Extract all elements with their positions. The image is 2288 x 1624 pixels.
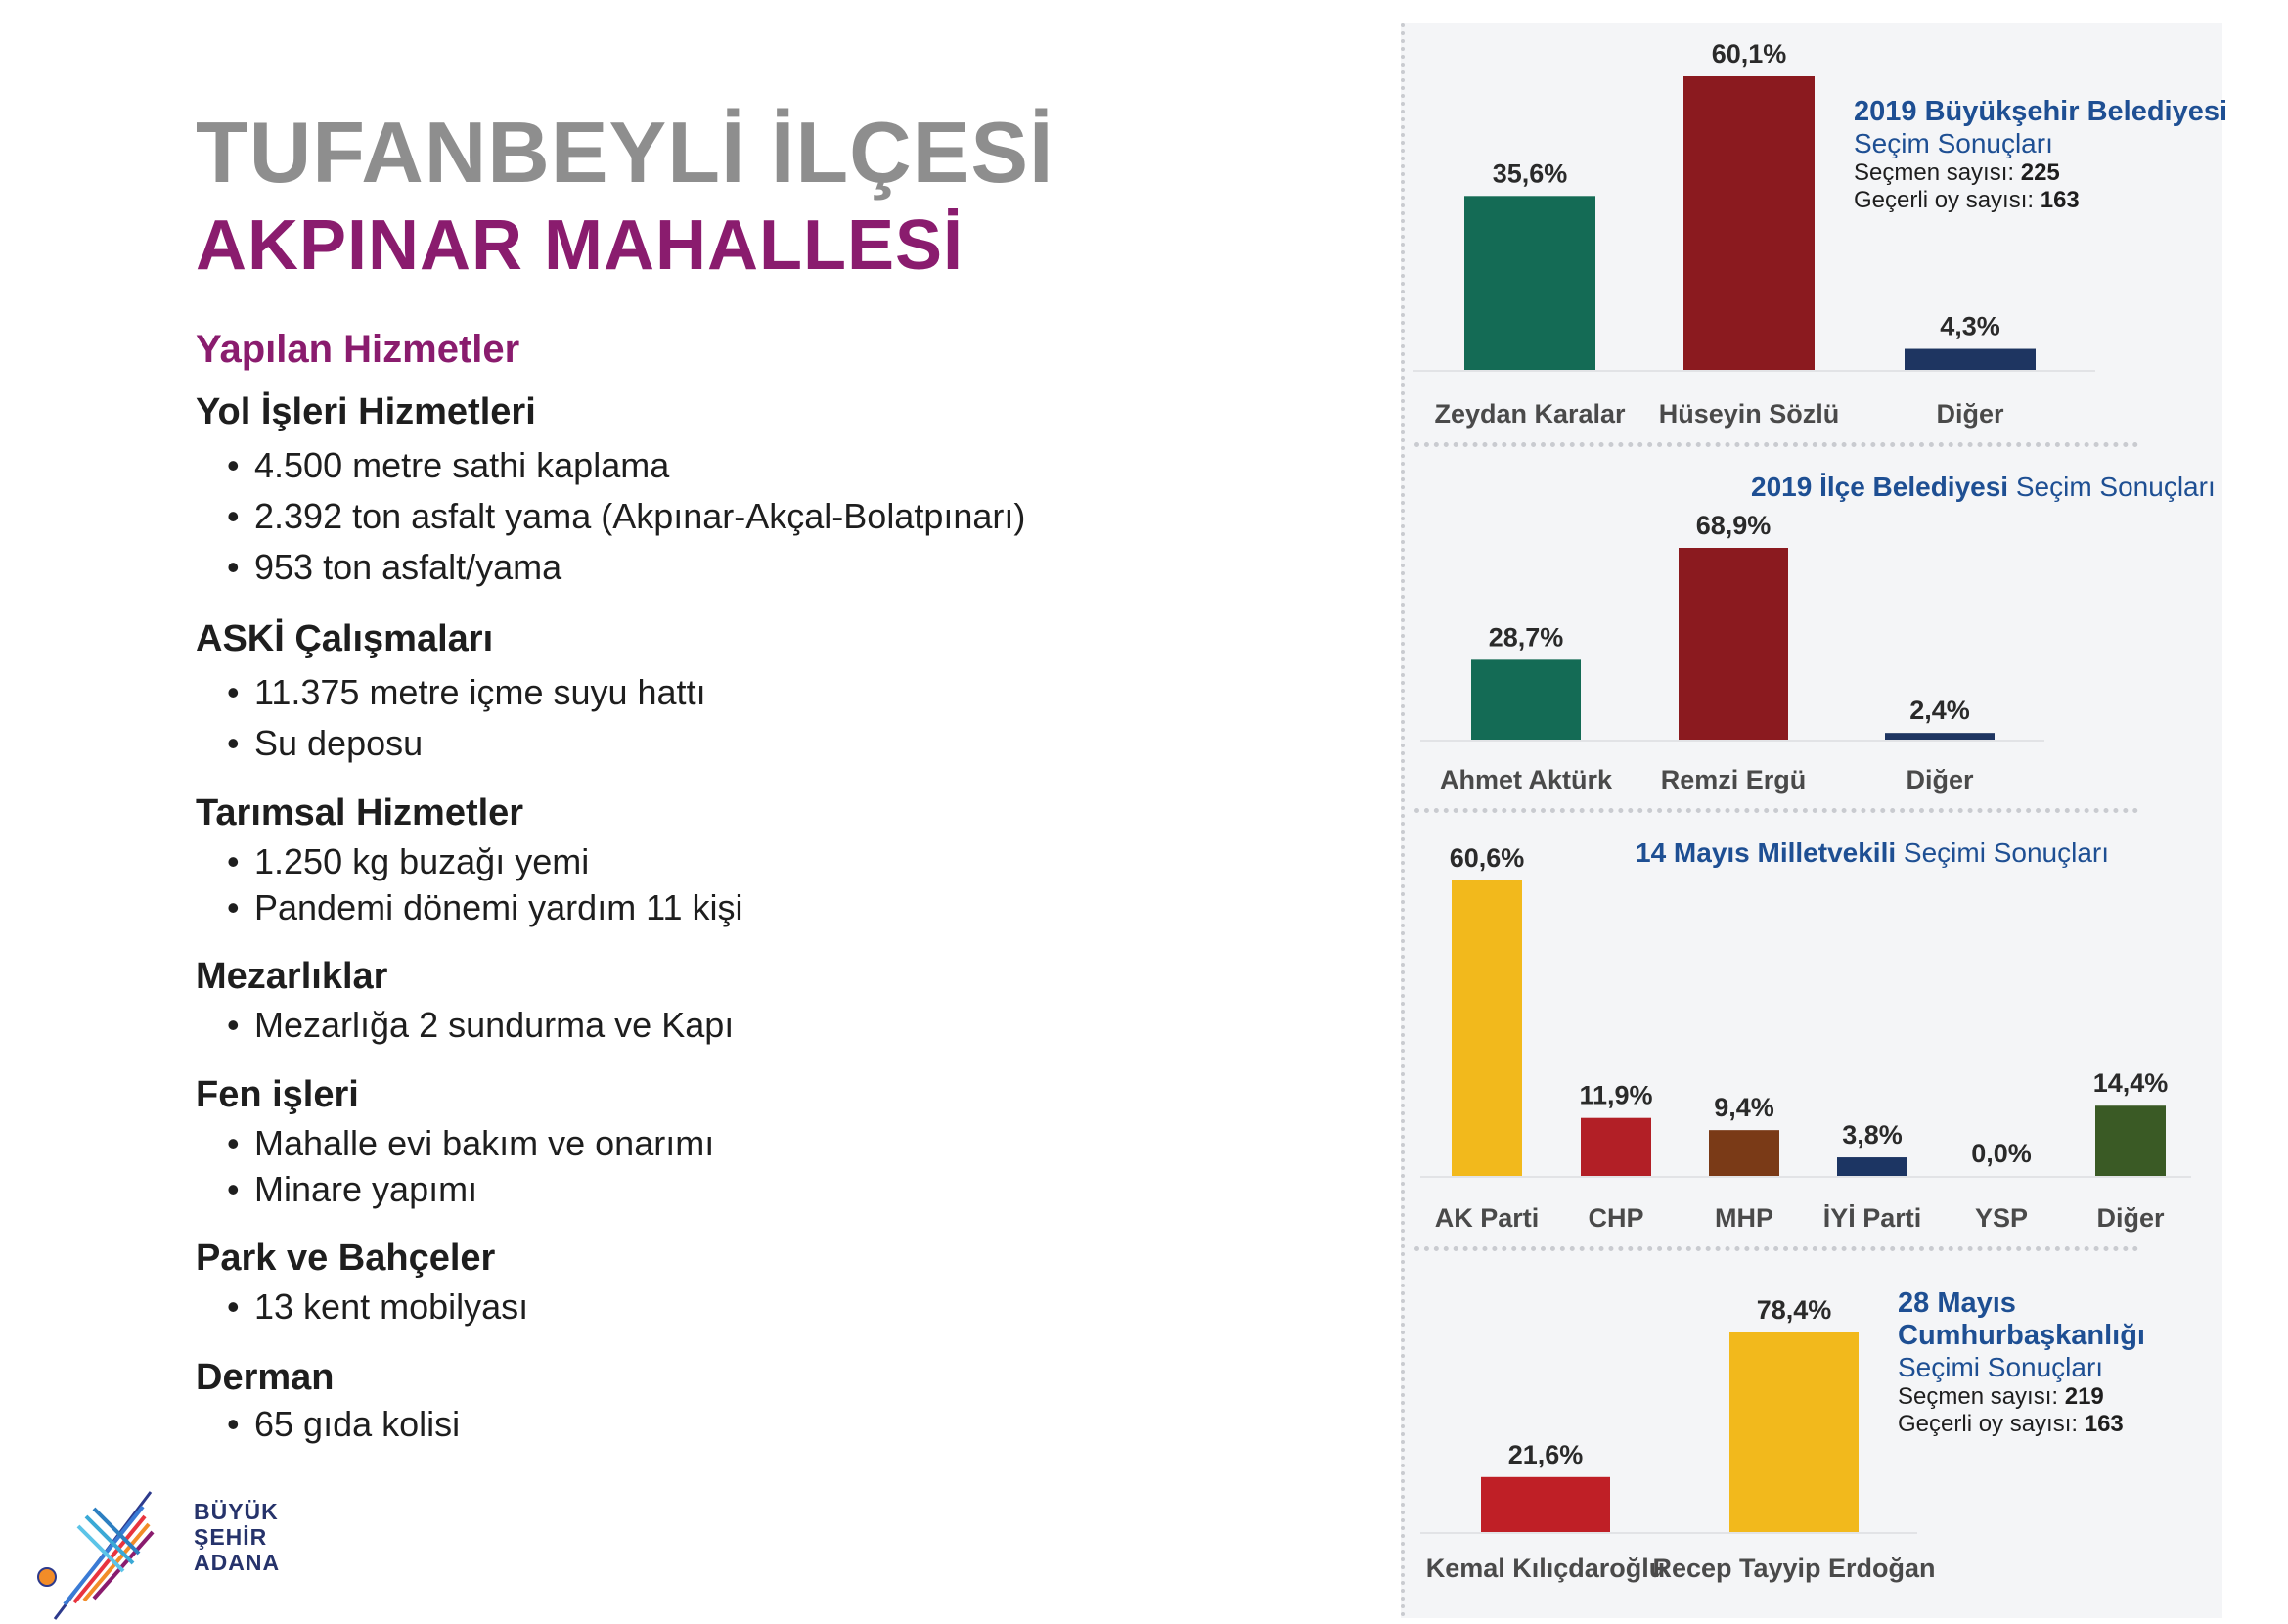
bar-chp (1581, 1118, 1651, 1176)
chart4-title-line2: Cumhurbaşkanlığı (1898, 1320, 2145, 1351)
service-item: • 1.250 kg buzağı yemi (227, 841, 589, 882)
bar-remzi-ergü (1679, 548, 1788, 740)
service-group-title: Mezarlıklar (196, 956, 388, 997)
chart4-voters: Seçmen sayısı: 219 (1898, 1383, 2104, 1410)
bar-value-label: 78,4% (1756, 1295, 1832, 1325)
category-label: Zeydan Karalar (1434, 399, 1626, 429)
chart2-subtitle: Seçim Sonuçları (2015, 472, 2216, 502)
category-label: Diğer (1906, 765, 1974, 794)
chart4-valid-votes: Geçerli oy sayısı: 163 (1898, 1411, 2124, 1437)
service-group-title: Derman (196, 1357, 335, 1398)
bar-value-label: 21,6% (1507, 1439, 1584, 1469)
service-item: • Mezarlığa 2 sundurma ve Kapı (227, 1005, 734, 1046)
district-title: TUFANBEYLİ İLÇESİ (196, 104, 1054, 201)
category-label: Hüseyin Sözlü (1658, 399, 1840, 429)
service-item: • Mahalle evi bakım ve onarımı (227, 1123, 714, 1164)
bar-value-label: 9,4% (1714, 1093, 1774, 1123)
category-label: MHP (1715, 1203, 1773, 1233)
bar-ahmet-aktürk (1471, 659, 1581, 740)
chart1-valid-votes: Geçerli oy sayısı: 163 (1854, 187, 2080, 213)
neighborhood-title: AKPINAR MAHALLESİ (196, 206, 964, 285)
bar-ak-parti (1452, 880, 1522, 1176)
chart1-title: 2019 Büyükşehir Belediyesi (1854, 96, 2228, 127)
category-label: Ahmet Aktürk (1439, 765, 1613, 794)
bar-i̇yi̇-parti (1837, 1157, 1907, 1176)
service-item: • 2.392 ton asfalt yama (Akpınar-Akçal-Bolatpınarı) (227, 496, 1025, 537)
bar-value-label: 35,6% (1492, 158, 1568, 189)
category-label: Diğer (2096, 1203, 2165, 1233)
bar-value-label: 4,3% (1940, 311, 2000, 341)
bar-value-label: 60,1% (1711, 39, 1787, 68)
bar-diğer (1905, 349, 2036, 370)
bar-zeydan-karalar (1464, 196, 1595, 370)
service-item: • 11.375 metre içme suyu hattı (227, 672, 706, 713)
bar-value-label: 60,6% (1449, 843, 1525, 873)
service-group-title: Fen işleri (196, 1074, 359, 1115)
service-group-title: Park ve Bahçeler (196, 1238, 496, 1279)
category-label: Kemal Kılıçdaroğlu (1425, 1554, 1666, 1583)
bar-recep-tayyip-erdoğan (1729, 1332, 1859, 1532)
service-group-title: Yol İşleri Hizmetleri (196, 391, 536, 432)
chart4-subtitle: Seçimi Sonuçları (1898, 1352, 2104, 1382)
chart3-subtitle: Seçimi Sonuçları (1903, 837, 2110, 868)
chart1-subtitle: Seçim Sonuçları (1854, 128, 2053, 158)
category-label: Remzi Ergü (1660, 765, 1807, 794)
service-item: • Pandemi dönemi yardım 11 kişi (227, 887, 743, 928)
bar-value-label: 14,4% (2092, 1068, 2169, 1099)
service-group-title: Tarımsal Hizmetler (196, 792, 524, 834)
category-label: İYİ Parti (1822, 1203, 1922, 1233)
bar-value-label: 11,9% (1579, 1080, 1653, 1110)
category-label: AK Parti (1434, 1203, 1540, 1233)
chart1-voters: Seçmen sayısı: 225 (1854, 159, 2060, 186)
service-item: • 65 gıda kolisi (227, 1404, 460, 1445)
service-item: • Su deposu (227, 723, 423, 764)
category-label: YSP (1974, 1203, 2029, 1233)
logo-text: ADANA (194, 1550, 281, 1575)
service-item: • 953 ton asfalt/yama (227, 547, 561, 588)
logo-text: BÜYÜK (194, 1499, 279, 1524)
bar-value-label: 2,4% (1909, 696, 1970, 726)
chart3-title: 14 Mayıs Milletvekili (1636, 837, 1897, 868)
service-item: • Minare yapımı (227, 1169, 477, 1210)
service-group-title: ASKİ Çalışmaları (196, 618, 494, 659)
category-label: Recep Tayyip Erdoğan (1652, 1554, 1936, 1583)
bar-value-label: 68,9% (1695, 511, 1772, 540)
chart4-title-line1: 28 Mayıs (1898, 1287, 2016, 1319)
bar-value-label: 3,8% (1842, 1120, 1903, 1150)
bar-hüseyin-sözlü (1683, 76, 1815, 370)
bar-diğer (2095, 1105, 2166, 1176)
chart2-title: 2019 İlçe Belediyesi (1751, 472, 2009, 502)
services-heading: Yapılan Hizmetler (196, 328, 520, 371)
service-item: • 13 kent mobilyası (227, 1286, 528, 1328)
bar-value-label: 28,7% (1488, 622, 1564, 653)
bar-mhp (1709, 1130, 1779, 1176)
bar-kemal-kılıçdaroğlu (1481, 1477, 1610, 1532)
category-label: Diğer (1936, 399, 2004, 429)
category-label: CHP (1588, 1203, 1644, 1233)
logo-text: ŞEHİR (194, 1524, 268, 1550)
bar-value-label: 0,0% (1971, 1139, 2032, 1168)
service-item: • 4.500 metre sathi kaplama (227, 445, 669, 486)
bar-diğer (1885, 733, 1995, 740)
